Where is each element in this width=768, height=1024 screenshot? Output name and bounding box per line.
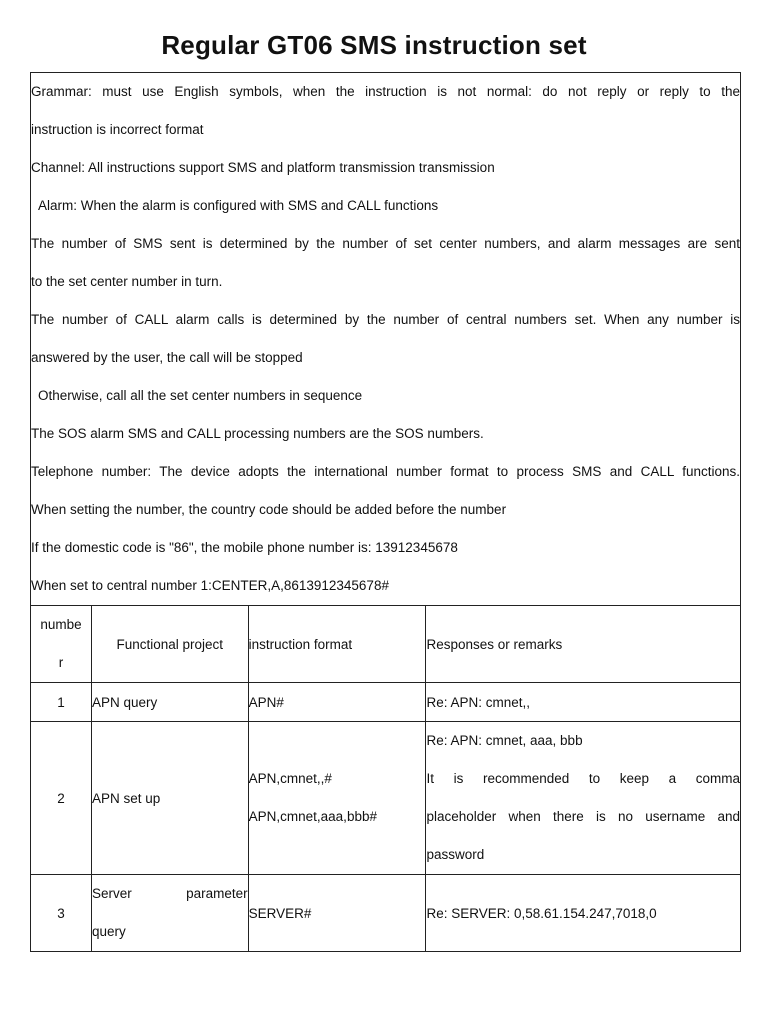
domestic-code-line: If the domestic code is "86", the mobile phone number is: 13912345678: [31, 540, 458, 555]
row-format: SERVER#: [248, 875, 426, 952]
row-function: APN query: [91, 683, 248, 722]
header-remarks: Responses or remarks: [426, 606, 741, 683]
row-number: 3: [31, 875, 92, 952]
sos-line: The SOS alarm SMS and CALL processing numbers are the SOS numbers.: [31, 426, 484, 441]
grammar-line-1: Grammar: must use English symbols, when the instruction is not normal: do not reply or reply to the: [31, 84, 740, 99]
call-line-2: answered by the user, the call will be stopped: [31, 350, 303, 365]
row-function: [91, 875, 248, 952]
grammar-line-2: instruction is incorrect format: [31, 122, 204, 137]
alarm-line: Alarm: When the alarm is configured with SMS and CALL functions: [38, 198, 439, 213]
row-remark: Re: SERVER: 0,58.61.154.247,7018,0: [426, 875, 741, 952]
central-number-line: When set to central number 1:CENTER,A,8613912345678#: [31, 578, 389, 593]
table-header-row: [31, 606, 741, 683]
intro-row: [31, 73, 741, 606]
telephone-line-1: Telephone number: The device adopts the international number format to process SMS and CALL functions.: [31, 464, 740, 479]
table-row: [31, 722, 741, 875]
function-line-1: Server parameter: [91, 886, 248, 901]
function-line-2: query: [91, 924, 126, 939]
channel-line: Channel: All instructions support SMS and platform transmission transmission: [31, 160, 495, 175]
header-number-line-2: r: [58, 655, 64, 670]
format-line-2: APN,cmnet,aaa,bbb#: [248, 809, 377, 824]
sms-line-2: to the set center number in turn.: [31, 274, 223, 289]
row-number: 1: [31, 683, 92, 722]
telephone-line-2: When setting the number, the country code should be added before the number: [31, 502, 507, 517]
format-line-1: APN,cmnet,,#: [248, 771, 332, 786]
remark-line-3: placeholder when there is no username and: [426, 809, 740, 824]
row-remark: Re: APN: cmnet,,: [426, 683, 741, 722]
instruction-table: [30, 72, 741, 952]
header-number: [31, 606, 92, 683]
remark-line-2: It is recommended to keep a comma: [426, 771, 740, 786]
intro-cell: [31, 73, 741, 606]
otherwise-line: Otherwise, call all the set center numbers in sequence: [38, 388, 363, 403]
row-function: APN set up: [91, 722, 248, 875]
header-format: instruction format: [248, 606, 426, 683]
header-number-line-1: numbe: [40, 617, 82, 632]
remark-line-1: Re: APN: cmnet, aaa, bbb: [426, 733, 583, 748]
row-number: 2: [31, 722, 92, 875]
row-remark: [426, 722, 741, 875]
row-format: APN#: [248, 683, 426, 722]
table-row: [31, 683, 741, 722]
call-line-1: The number of CALL alarm calls is determined by the number of central numbers set. When any number is: [31, 312, 740, 327]
sms-line-1: The number of SMS sent is determined by the number of set center numbers, and alarm messages are sent: [31, 236, 740, 251]
header-function: Functional project: [91, 606, 248, 683]
remark-line-4: password: [426, 847, 485, 862]
row-format: [248, 722, 426, 875]
document-title: Regular GT06 SMS instruction set: [161, 30, 587, 60]
table-row: [31, 875, 741, 952]
